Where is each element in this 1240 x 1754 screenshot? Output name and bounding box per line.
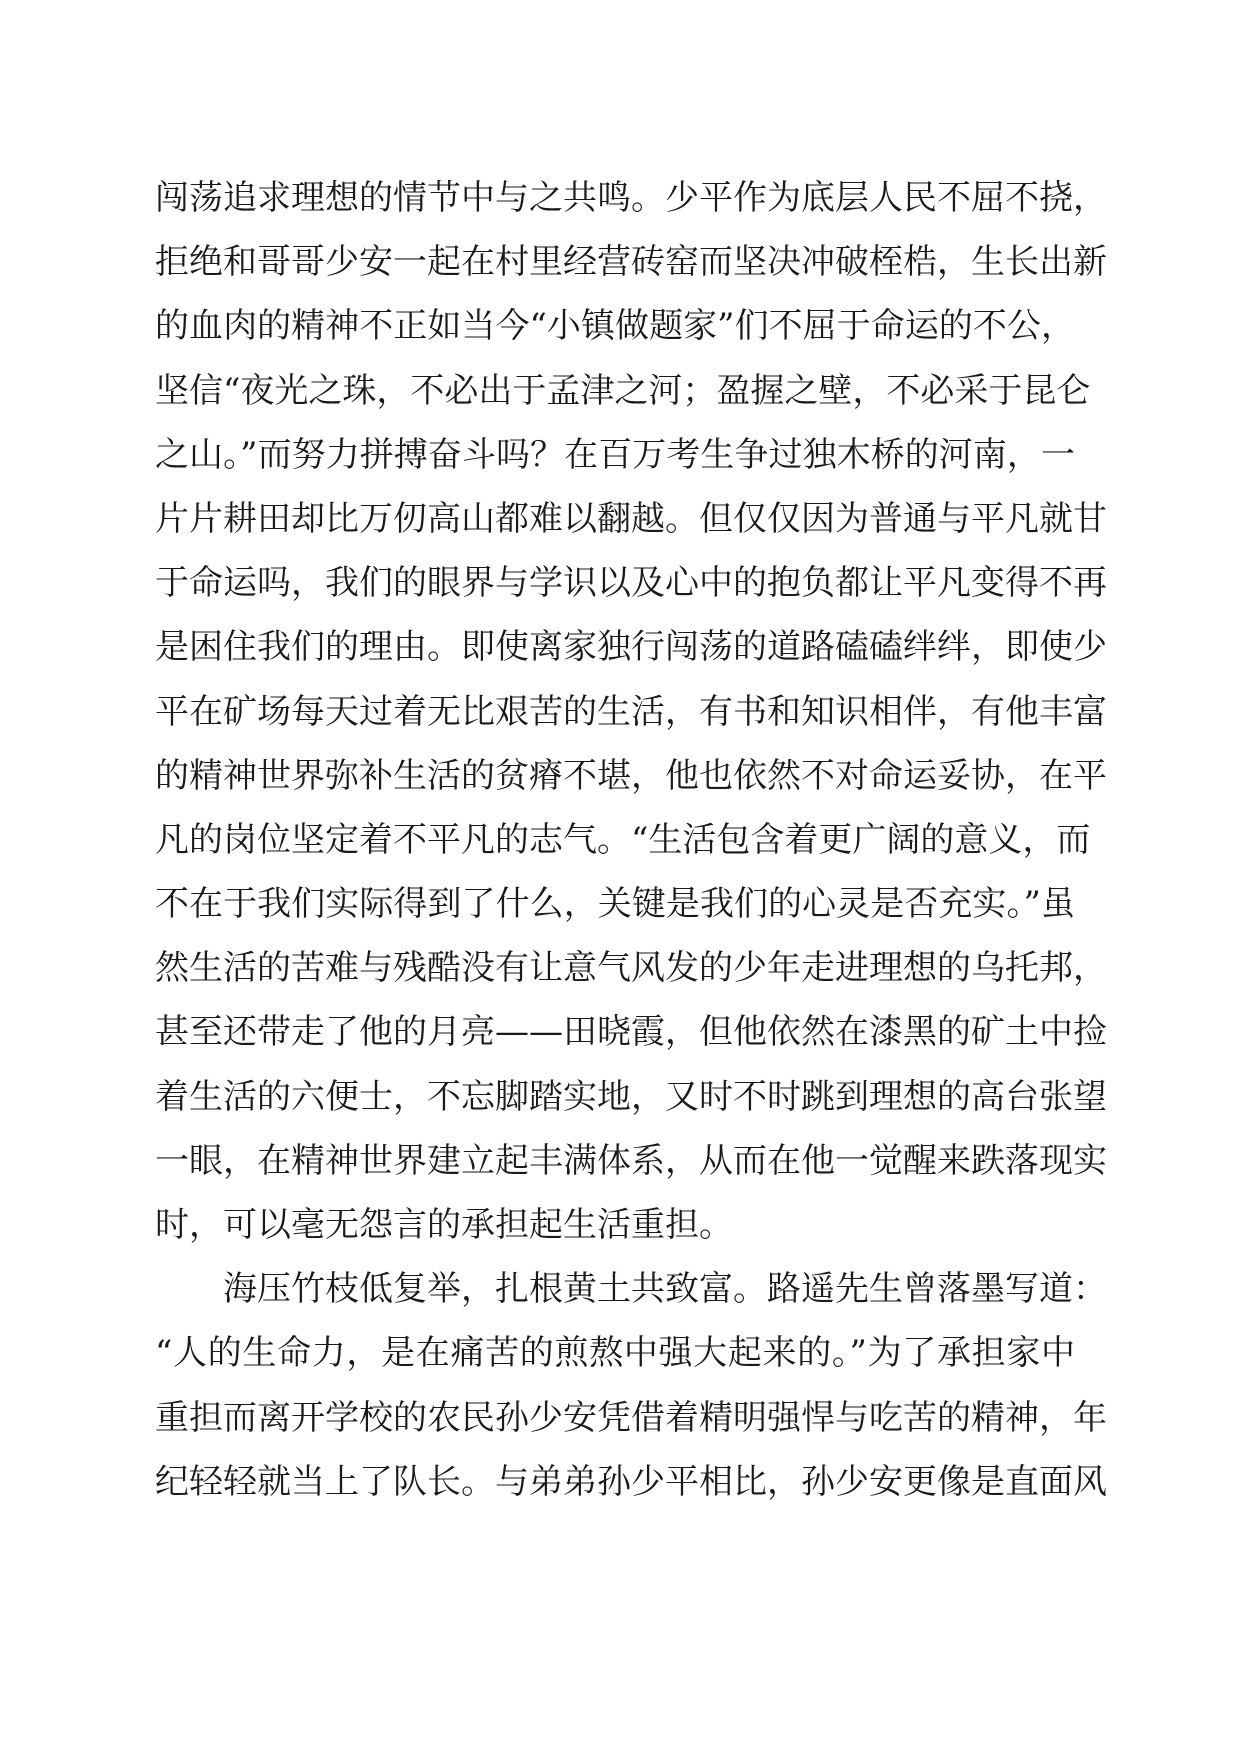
text-line: 纪轻轻就当上了队长。与弟弟孙少平相比，孙少安更像是直面风 [155,1461,1107,1502]
body-text [155,166,1107,1514]
text-line: 重担而离开学校的农民孙少安凭借着精明强悍与吃苦的精神，年 [155,1397,1107,1438]
text-line: 坚信“夜光之珠，不必出于孟津之河；盈握之壁，不必采于昆仑 [155,370,1091,411]
text-line: 然生活的苦难与残酷没有让意气风发的少年走进理想的乌托邦， [155,948,1107,989]
text-line: 一眼，在精神世界建立起丰满体系，从而在他一觉醒来跌落现实 [155,1140,1107,1181]
text-line: 的精神世界弥补生活的贫瘠不堪，他也依然不对命运妥协，在平 [155,755,1107,796]
text-line: 甚至还带走了他的月亮——田晓霞，但他依然在漆黑的矿土中捡 [155,1012,1107,1053]
text-line: 之山。”而努力拼搏奋斗吗？在百万考生争过独木桥的河南，一 [155,434,1075,475]
paragraph-end-line: 时，可以毫无怨言的承担起生活重担。 [155,1205,733,1245]
text-line: “人的生命力，是在痛苦的煎熬中强大起来的。”为了承担家中 [155,1333,1075,1374]
paragraph-start-line: 海压竹枝低复举，扎根黄土共致富。路遥先生曾落墨写道： [223,1269,1107,1310]
text-line: 凡的岗位坚定着不平凡的志气。“生活包含着更广阔的意义，而 [155,819,1091,860]
text-line: 于命运吗，我们的眼界与学识以及心中的抱负都让平凡变得不再 [155,563,1107,604]
text-line: 片片耕田却比万仞高山都难以翻越。但仅仅因为普通与平凡就甘 [155,498,1107,539]
text-line: 平在矿场每天过着无比艰苦的生活，有书和知识相伴，有他丰富 [155,691,1107,732]
text-line: 不在于我们实际得到了什么，关键是我们的心灵是否充实。”虽 [155,884,1075,925]
text-line: 是困住我们的理由。即使离家独行闯荡的道路磕磕绊绊，即使少 [155,627,1107,668]
text-line: 闯荡追求理想的情节中与之共鸣。少平作为底层人民不屈不挠， [155,178,1107,218]
text-line: 拒绝和哥哥少安一起在村里经营砖窑而坚决冲破桎梏，生长出新 [155,242,1107,283]
text-line: 着生活的六便士，不忘脚踏实地，又时不时跳到理想的高台张望 [155,1076,1107,1117]
text-line: 的血肉的精神不正如当今“小镇做题家”们不屈于命运的不公， [155,306,1075,347]
